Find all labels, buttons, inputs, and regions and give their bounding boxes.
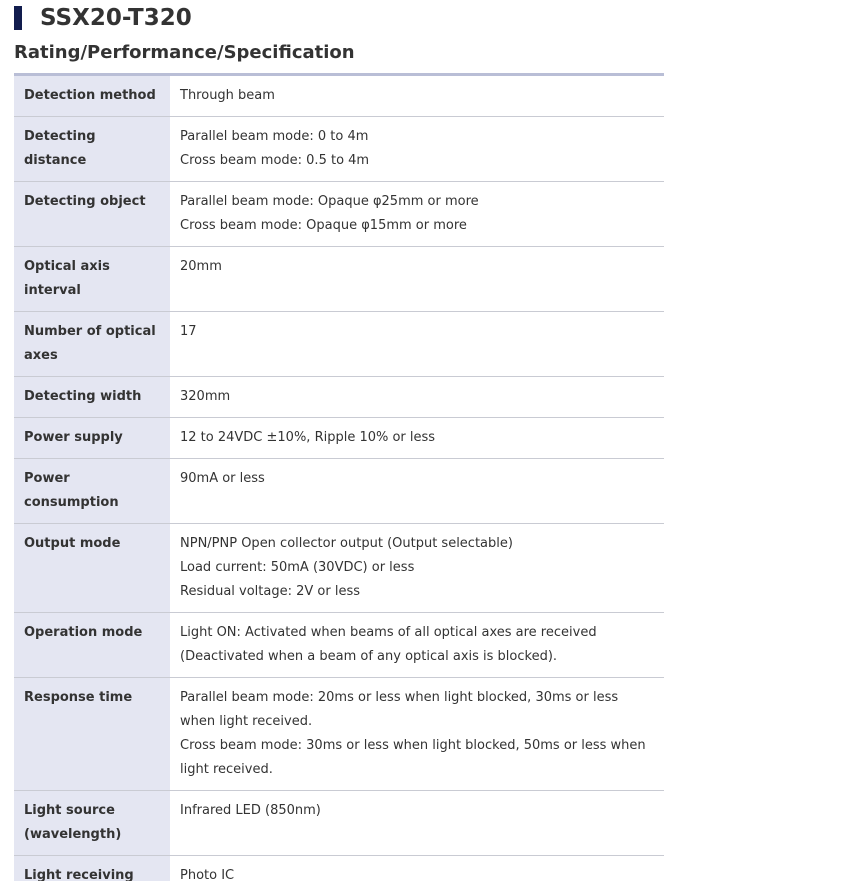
spec-value-line: Parallel beam mode: 0 to 4m xyxy=(180,129,369,144)
spec-value-line: Photo IC xyxy=(180,868,235,881)
spec-value xyxy=(170,791,664,856)
spec-value xyxy=(170,524,664,613)
spec-row xyxy=(14,418,664,459)
spec-value-line: Infrared LED (850nm) xyxy=(180,803,321,818)
spec-value-line: Light ON: Activated when beams of all optical axes are received xyxy=(180,625,597,640)
spec-value-line: 320mm xyxy=(180,389,231,404)
spec-value xyxy=(170,117,664,182)
spec-value-line: 12 to 24VDC ±10%, Ripple 10% or less xyxy=(180,430,436,445)
page-title: SSX20-T320 xyxy=(40,5,192,31)
spec-row xyxy=(14,76,664,117)
spec-row xyxy=(14,613,664,678)
spec-row xyxy=(14,312,664,377)
spec-label: Power consumption xyxy=(14,459,170,524)
spec-label: Detecting width xyxy=(14,377,170,418)
title-row xyxy=(14,4,192,32)
spec-value xyxy=(170,459,664,524)
spec-row xyxy=(14,377,664,418)
spec-value-line: 90mA or less xyxy=(180,471,265,486)
spec-label: Operation mode xyxy=(14,613,170,678)
spec-value-line: 17 xyxy=(180,324,197,339)
section-heading: Rating/Performance/Specification xyxy=(14,42,355,63)
spec-value-line: Residual voltage: 2V or less xyxy=(180,584,361,599)
spec-label: Number of optical axes xyxy=(14,312,170,377)
spec-value xyxy=(170,418,664,459)
spec-value-line: (Deactivated when a beam of any optical axis is blocked). xyxy=(180,649,558,664)
spec-label: Light source (wavelength) xyxy=(14,791,170,856)
spec-label: Light receiving xyxy=(14,856,170,881)
spec-row xyxy=(14,182,664,247)
spec-value xyxy=(170,312,664,377)
spec-value-line: NPN/PNP Open collector output (Output selectable) xyxy=(180,536,513,551)
spec-value-line: Parallel beam mode: 20ms or less when light blocked, 30ms or less when light received. xyxy=(180,690,619,729)
spec-value-line: Cross beam mode: 30ms or less when light blocked, 50ms or less when light received. xyxy=(180,738,646,777)
spec-value-line: Cross beam mode: Opaque φ15mm or more xyxy=(180,218,467,233)
spec-table xyxy=(14,76,664,881)
spec-value-line: Cross beam mode: 0.5 to 4m xyxy=(180,153,370,168)
spec-row xyxy=(14,678,664,791)
spec-label: Detecting distance xyxy=(14,117,170,182)
spec-row xyxy=(14,856,664,881)
spec-value xyxy=(170,76,664,117)
spec-value-line: Parallel beam mode: Opaque φ25mm or more xyxy=(180,194,479,209)
spec-value xyxy=(170,678,664,791)
spec-value xyxy=(170,613,664,678)
spec-row xyxy=(14,459,664,524)
spec-label: Optical axis interval xyxy=(14,247,170,312)
spec-value xyxy=(170,856,664,881)
spec-label: Detecting object xyxy=(14,182,170,247)
spec-value-line: Through beam xyxy=(180,88,275,103)
spec-value xyxy=(170,377,664,418)
spec-value xyxy=(170,247,664,312)
spec-row xyxy=(14,117,664,182)
spec-row xyxy=(14,524,664,613)
spec-row xyxy=(14,791,664,856)
spec-label: Detection method xyxy=(14,76,170,117)
spec-label: Power supply xyxy=(14,418,170,459)
spec-value-line: Load current: 50mA (30VDC) or less xyxy=(180,560,415,575)
spec-value xyxy=(170,182,664,247)
spec-row xyxy=(14,247,664,312)
spec-label: Output mode xyxy=(14,524,170,613)
spec-label: Response time xyxy=(14,678,170,791)
title-accent-bar xyxy=(14,6,22,30)
spec-value-line: 20mm xyxy=(180,259,222,274)
